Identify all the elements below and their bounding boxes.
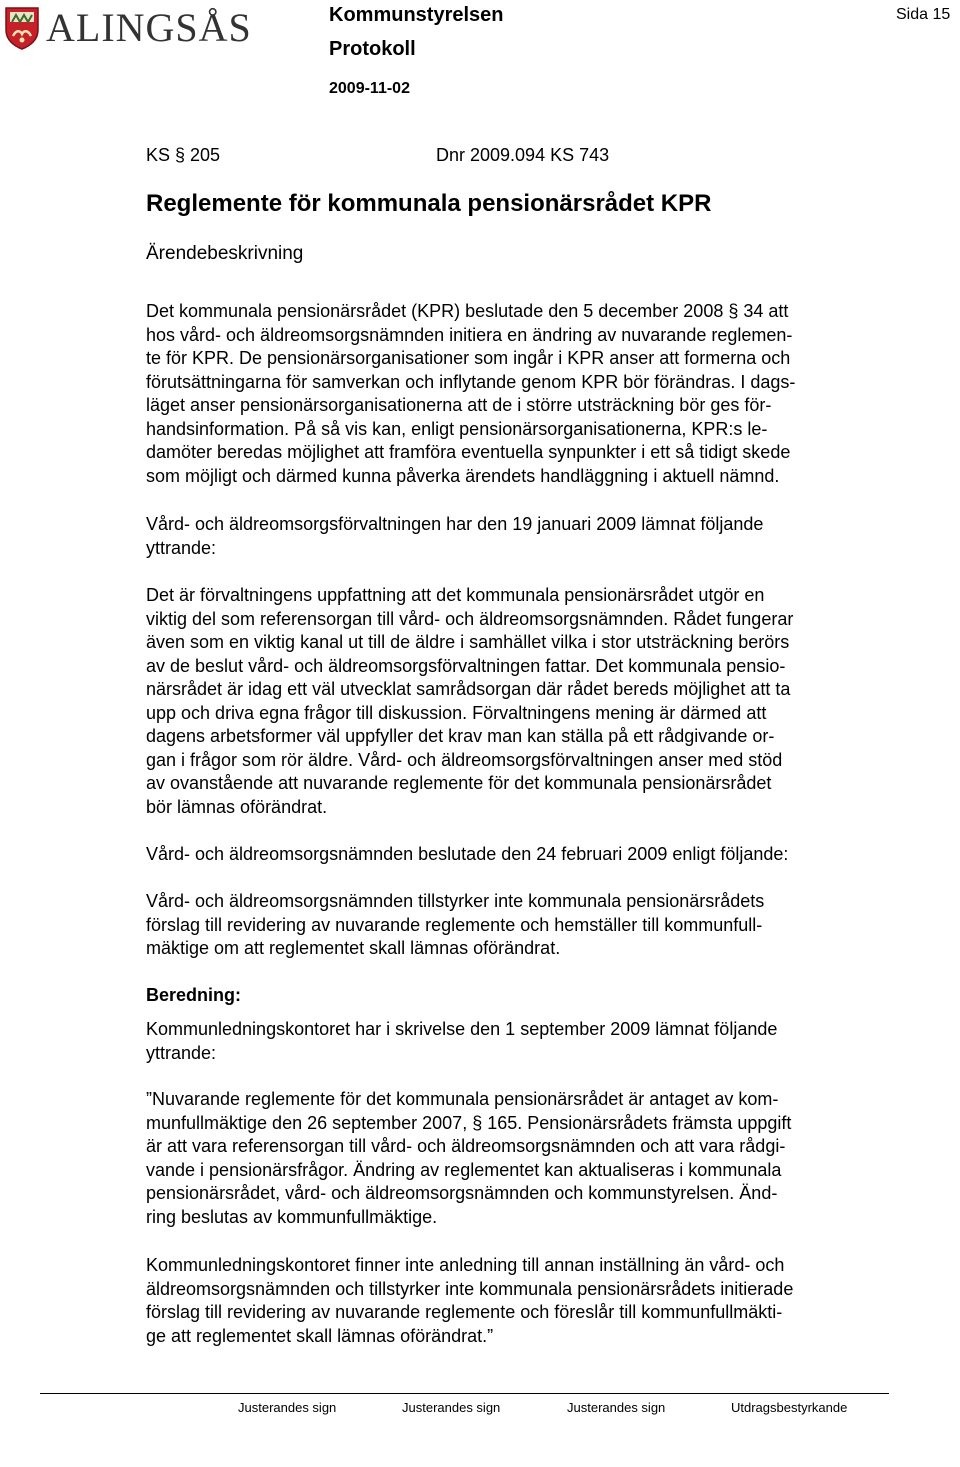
coat-of-arms-icon xyxy=(4,6,40,50)
text-line: av de beslut vård- och äldreomsorgsförvaltningen fattar. Det kommunala pensio- xyxy=(146,655,786,676)
text-line: ge att reglementet skall lämnas oförändrat.” xyxy=(146,1325,494,1346)
text-line: bör lämnas oförändrat. xyxy=(146,796,328,817)
text-line: Vård- och äldreomsorgsnämnden beslutade den 24 februari 2009 enligt följande: xyxy=(146,844,789,864)
text-line: Kommunledningskontoret har i skrivelse den 1 september 2009 lämnat följande xyxy=(146,1019,778,1039)
logo-wordmark: ALINGSÅS xyxy=(46,5,252,50)
signature-field: Justerandes sign xyxy=(567,1400,666,1415)
text-line: ring beslutas av kommunfullmäktige. xyxy=(146,1206,438,1227)
beredning-heading xyxy=(146,984,241,1008)
text-line: som möjligt och därmed kunna påverka ärendets handläggning i aktuell nämnd. xyxy=(146,465,780,486)
organization-name: Kommunstyrelsen xyxy=(329,4,504,26)
text-line: närsrådet är idag ett väl utvecklat samrådsorgan där rådet bereds möjlighet att ta xyxy=(146,679,791,699)
text-line: Beredning: xyxy=(146,985,242,1005)
text-line: Det kommunala pensionärsrådet (KPR) beslutade den 5 december 2008 § 34 att xyxy=(146,301,789,321)
extract-certification-field: Utdragsbestyrkande xyxy=(731,1400,848,1415)
text-line: Vård- och äldreomsorgsförvaltningen har den 19 januari 2009 lämnat följande xyxy=(146,514,764,534)
text-line: viktig del som referensorgan till vård- och äldreomsorgsnämnden. Rådet fungerar xyxy=(146,608,794,629)
section-heading: Ärendebeskrivning xyxy=(146,243,304,264)
paragraph-administration-statement xyxy=(146,513,763,560)
footer-divider xyxy=(40,1393,889,1394)
text-line: pensionärsrådet, vård- och äldreomsorgsnämnden och kommunstyrelsen. Änd- xyxy=(146,1183,778,1203)
text-line: yttrande: xyxy=(146,537,217,558)
text-line: gan i frågor som rör äldre. Vård- och äldreomsorgsförvaltningen anser med stöd xyxy=(146,749,783,770)
paragraph-office-quote xyxy=(146,1088,791,1229)
text-line: Det är förvaltningens uppfattning att det kommunala pensionärsrådet utgör en xyxy=(146,585,765,605)
text-line: ”Nuvarande reglemente för det kommunala pensionärsrådet är antaget av kom- xyxy=(146,1089,779,1109)
municipal-logo xyxy=(4,6,252,50)
paragraph-administration-opinion xyxy=(146,584,793,819)
text-line: Kommunledningskontoret finner inte anledning till annan inställning än vård- och xyxy=(146,1255,785,1275)
diary-number: Dnr 2009.094 KS 743 xyxy=(436,145,610,165)
text-line: är att vara referensorgan till vård- och äldreomsorgsnämnden och att vara rådgi- xyxy=(146,1136,786,1156)
text-line: mäktige om att reglementet skall lämnas oförändrat. xyxy=(146,938,561,958)
signature-field: Justerandes sign xyxy=(402,1400,501,1415)
text-line: munfullmäktige den 26 september 2007, § 165. Pensionärsrådets främsta uppgift xyxy=(146,1112,792,1133)
text-line: damöter beredas möjlighet att framföra eventuella synpunkter i ett så tidigt skede xyxy=(146,442,791,462)
paragraph-office-statement xyxy=(146,1018,777,1065)
text-line: äldreomsorgsnämnden och tillstyrker inte kommunala pensionärsrådets initierade xyxy=(146,1278,794,1299)
document-date: 2009-11-02 xyxy=(329,80,410,97)
text-line: även som en viktig kanal ut till de äldre i samhället vilka i stor utsträckning berörs xyxy=(146,632,790,652)
text-line: förslag till revidering av nuvarande reglemente och hemställer till kommunfull- xyxy=(146,914,763,935)
text-line: handsinformation. På så vis kan, enligt pensionärsorganisationerna, KPR:s le- xyxy=(146,418,768,439)
text-line: vande i pensionärsfrågor. Ändring av reglementet kan aktualiseras i kommunala xyxy=(146,1159,782,1180)
text-line: dagens arbetsformer väl uppfyller det krav man kan ställa på ett rådgivande or- xyxy=(146,726,775,746)
text-line: yttrande: xyxy=(146,1042,217,1063)
text-line: förutsättningarna för samverkan och inflytande genom KPR bör förändras. I dags- xyxy=(146,371,796,392)
text-line: av ovanstående att nuvarande reglemente för det kommunala pensionärsrådet xyxy=(146,773,772,793)
paragraph-board-resolution xyxy=(146,890,764,961)
text-line: hos vård- och äldreomsorgsnämnden initiera en ändring av nuvarande reglemen- xyxy=(146,324,793,345)
signature-field: Justerandes sign xyxy=(238,1400,337,1415)
text-line: Vård- och äldreomsorgsnämnden tillstyrker inte kommunala pensionärsrådets xyxy=(146,891,765,911)
page-title: Reglemente för kommunala pensionärsrådet KPR xyxy=(146,190,712,217)
document-type: Protokoll xyxy=(329,38,416,60)
text-line: upp och driva egna frågor till diskussion. Förvaltningens mening är därmed att xyxy=(146,702,767,723)
text-line: förslag till revidering av nuvarande reglemente och föreslår till kommunfullmäkti- xyxy=(146,1302,783,1322)
page-number: Sida 15 xyxy=(896,6,951,23)
paragraph-board-decision xyxy=(146,843,788,867)
case-number: KS § 205 xyxy=(146,145,221,165)
paragraph-office-conclusion xyxy=(146,1254,793,1348)
text-line: läget anser pensionärsorganisationerna att de i större utsträckning bör ges för- xyxy=(146,395,772,415)
paragraph-case-description xyxy=(146,300,795,488)
text-line: te för KPR. De pensionärsorganisationer som ingår i KPR anser att formerna och xyxy=(146,348,791,368)
